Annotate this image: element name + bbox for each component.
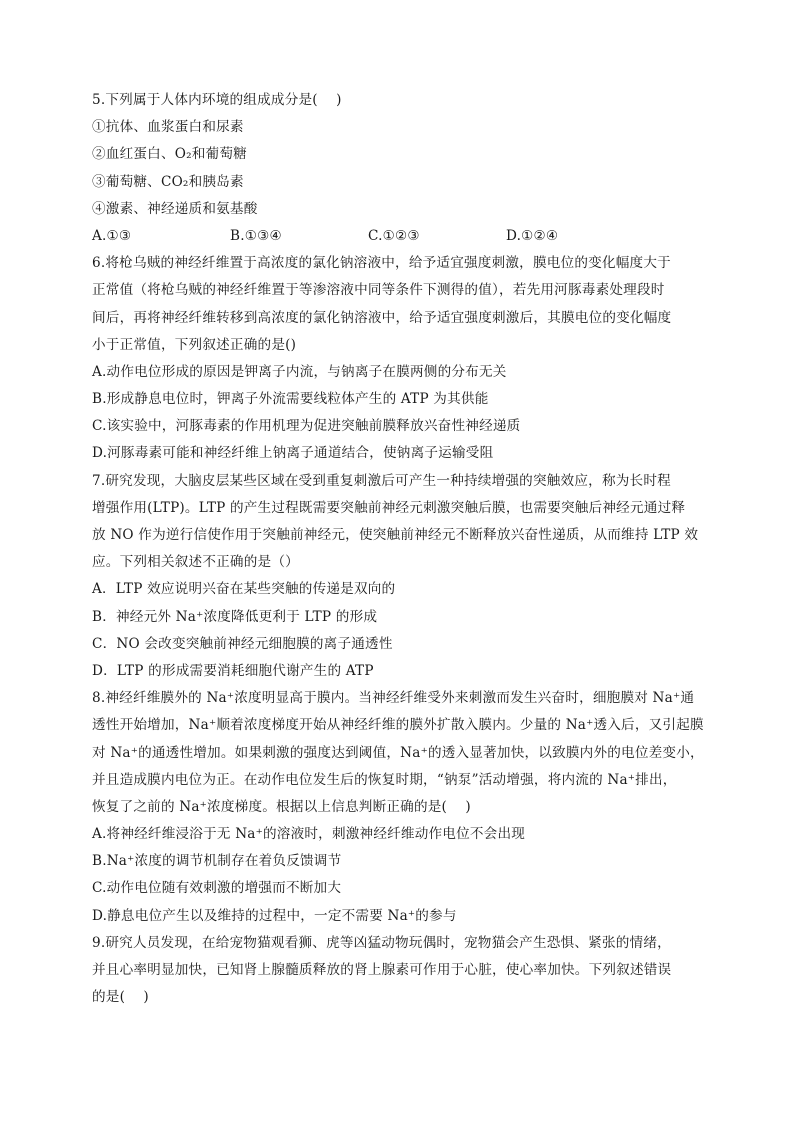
q5-option-d: D.①②④: [506, 227, 559, 244]
q7-stem-line-4: 应。下列相关叙述不正确的是（）: [92, 554, 299, 571]
q5-item-2: ②血红蛋白、O₂和葡萄糖: [92, 146, 247, 163]
q6-option-d: D.河豚毒素可能和神经纤维上钠离子通道结合，使钠离子运输受阻: [92, 445, 494, 462]
q7-option-c: C．NO 会改变突触前神经元细胞膜的离子通透性: [92, 635, 393, 652]
q8-stem-line-4: 并且造成膜内电位为正。在动作电位发生后的恢复时期，“钠泵”活动增强，将内流的 Na⁺排出，: [92, 771, 677, 788]
q6-option-b: B.形成静息电位时，钾离子外流需要线粒体产生的 ATP 为其供能: [92, 391, 489, 408]
q8-option-a: A.将神经纤维浸浴于无 Na⁺的溶液时，刺激神经纤维动作电位不会出现: [92, 826, 526, 843]
q7-option-d: D．LTP 的形成需要消耗细胞代谢产生的 ATP: [92, 662, 374, 679]
q5-options: [92, 223, 704, 250]
q7-option-b: B．神经元外 Na⁺浓度降低更利于 LTP 的形成: [92, 608, 378, 625]
q6-stem-line-1: 6.将枪乌贼的神经纤维置于高浓度的氯化钠溶液中，给予适宜强度刺激，膜电位的变化幅度大于: [92, 255, 671, 272]
q6-stem-line-3: 间后，再将神经纤维转移到高浓度的氯化钠溶液中，给予适宜强度刺激后，其膜电位的变化幅度: [92, 309, 672, 326]
q8-option-c: C.动作电位随有效刺激的增强而不断加大: [92, 880, 342, 897]
q5-option-c: C.①②③: [368, 227, 420, 244]
q5-item-1: ①抗体、血浆蛋白和尿素: [92, 119, 244, 136]
q7-stem-line-3: 放 NO 作为逆行信使作用于突触前神经元，使突触前神经元不断释放兴奋性递质，从而维持 LTP 效: [92, 527, 699, 543]
q6-stem-line-4: 小于正常值，下列叙述正确的是(): [92, 336, 297, 353]
q8-stem-line-3: 对 Na⁺的通透性增加。如果刺激的强度达到阈值，Na⁺的透入显著加快，以致膜内外的电位差变小，: [92, 744, 704, 761]
q6-stem-line-2: 正常值（将枪乌贼的神经纤维置于等渗溶液中同等条件下测得的值），若先用河豚毒素处理段时: [92, 282, 665, 299]
q6-option-c: C.该实验中，河豚毒素的作用机理为促进突触前膜释放兴奋性神经递质: [92, 418, 521, 435]
q5-option-a: A.①③: [92, 227, 132, 244]
q9-stem-line-1: 9.研究人员发现，在给宠物猫观看狮、虎等凶猛动物玩偶时，宠物猫会产生恐惧、紧张的情绪，: [92, 934, 671, 951]
q7-option-a: A．LTP 效应说明兴奋在某些突触的传递是双向的: [92, 581, 396, 598]
q5-stem: 5.下列属于人体内环境的组成成分是( ): [92, 92, 342, 108]
q8-stem-line-1: 8.神经纤维膜外的 Na⁺浓度明显高于膜内。当神经纤维受外来刺激而发生兴奋时，细胞膜对 Na⁺通: [92, 690, 695, 707]
q7-stem-line-1: 7.研究发现，大脑皮层某些区域在受到重复刺激后可产生一种持续增强的突触效应，称为长时程: [92, 472, 671, 489]
q5-item-3: ③葡萄糖、CO₂和胰岛素: [92, 173, 244, 190]
q8-stem-line-5: 恢复了之前的 Na⁺浓度梯度。根据以上信息判断正确的是( ): [92, 798, 471, 815]
q8-option-d: D.静息电位产生以及维持的过程中，一定不需要 Na⁺的参与: [92, 907, 457, 924]
q5-item-4: ④激素、神经递质和氨基酸: [92, 200, 258, 217]
q6-option-a: A.动作电位形成的原因是钾离子内流，与钠离子在膜两侧的分布无关: [92, 363, 507, 380]
q5-option-b: B.①③④: [230, 227, 282, 244]
q7-stem-line-2: 增强作用(LTP)。LTP 的产生过程既需要突触前神经元刺激突触后膜，也需要突触后神经元通过释: [92, 499, 686, 516]
q8-option-b: B.Na⁺浓度的调节机制存在着负反馈调节: [92, 853, 342, 870]
q9-stem-line-3: 的是( ): [92, 989, 149, 1006]
q8-stem-line-2: 透性开始增加，Na⁺顺着浓度梯度开始从神经纤维的膜外扩散入膜内。少量的 Na⁺透入后，又引起膜: [92, 717, 704, 734]
q9-stem-line-2: 并且心率明显加快，已知肾上腺髓质释放的肾上腺素可作用于心脏，使心率加快。下列叙述错误: [92, 962, 672, 978]
